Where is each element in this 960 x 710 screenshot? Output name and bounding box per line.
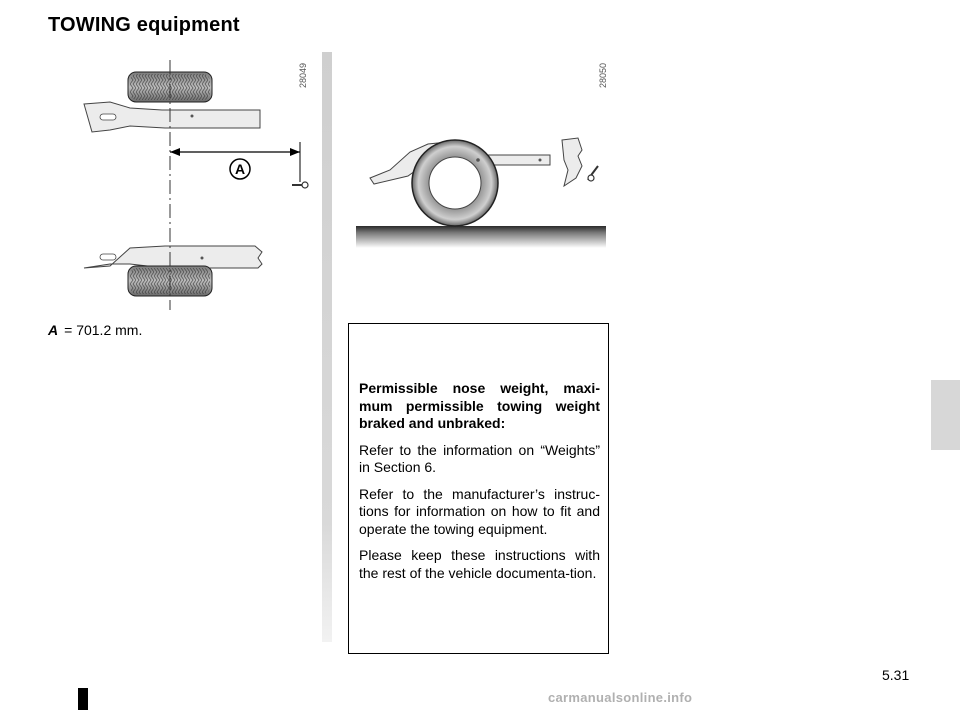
- tow-ball: [292, 182, 308, 188]
- watermark: carmanualsonline.info: [548, 690, 693, 705]
- section-tab: [931, 380, 960, 450]
- towbar-side-view-figure: [350, 120, 612, 260]
- figure-id-right: 28050: [598, 62, 608, 88]
- page-number: 5.31: [882, 667, 910, 683]
- towbar-top-view-figure: [70, 52, 320, 314]
- rear-bumper: [562, 138, 582, 186]
- ground-surface: [356, 226, 606, 248]
- info-heading: Permissible nose weight, maxi-mum permissible towing weight braked and unbraked:: [359, 380, 600, 431]
- footer-mark: [78, 688, 88, 710]
- info-box: [348, 323, 609, 654]
- dimension-marker-a: A: [234, 161, 246, 177]
- dimension-caption: [48, 322, 142, 338]
- info-paragraph-weights: Refer to the information on “Weights” in Section 6.: [359, 441, 600, 475]
- info-paragraph-keep: Please keep these instructions with the rest of the vehicle documenta-tion.: [359, 547, 600, 581]
- caption-text: = 701.2 mm.: [64, 322, 143, 338]
- side-wheel: [412, 140, 498, 226]
- figure-id-left: 28049: [298, 62, 308, 88]
- column-divider: [322, 52, 332, 642]
- info-paragraph-manufacturer: Refer to the manufacturer’s instruc-tions for information on how to fit and operate the towing equipment.: [359, 485, 600, 537]
- caption-label: A: [48, 322, 59, 338]
- page-title: TOWING equipment: [48, 14, 240, 36]
